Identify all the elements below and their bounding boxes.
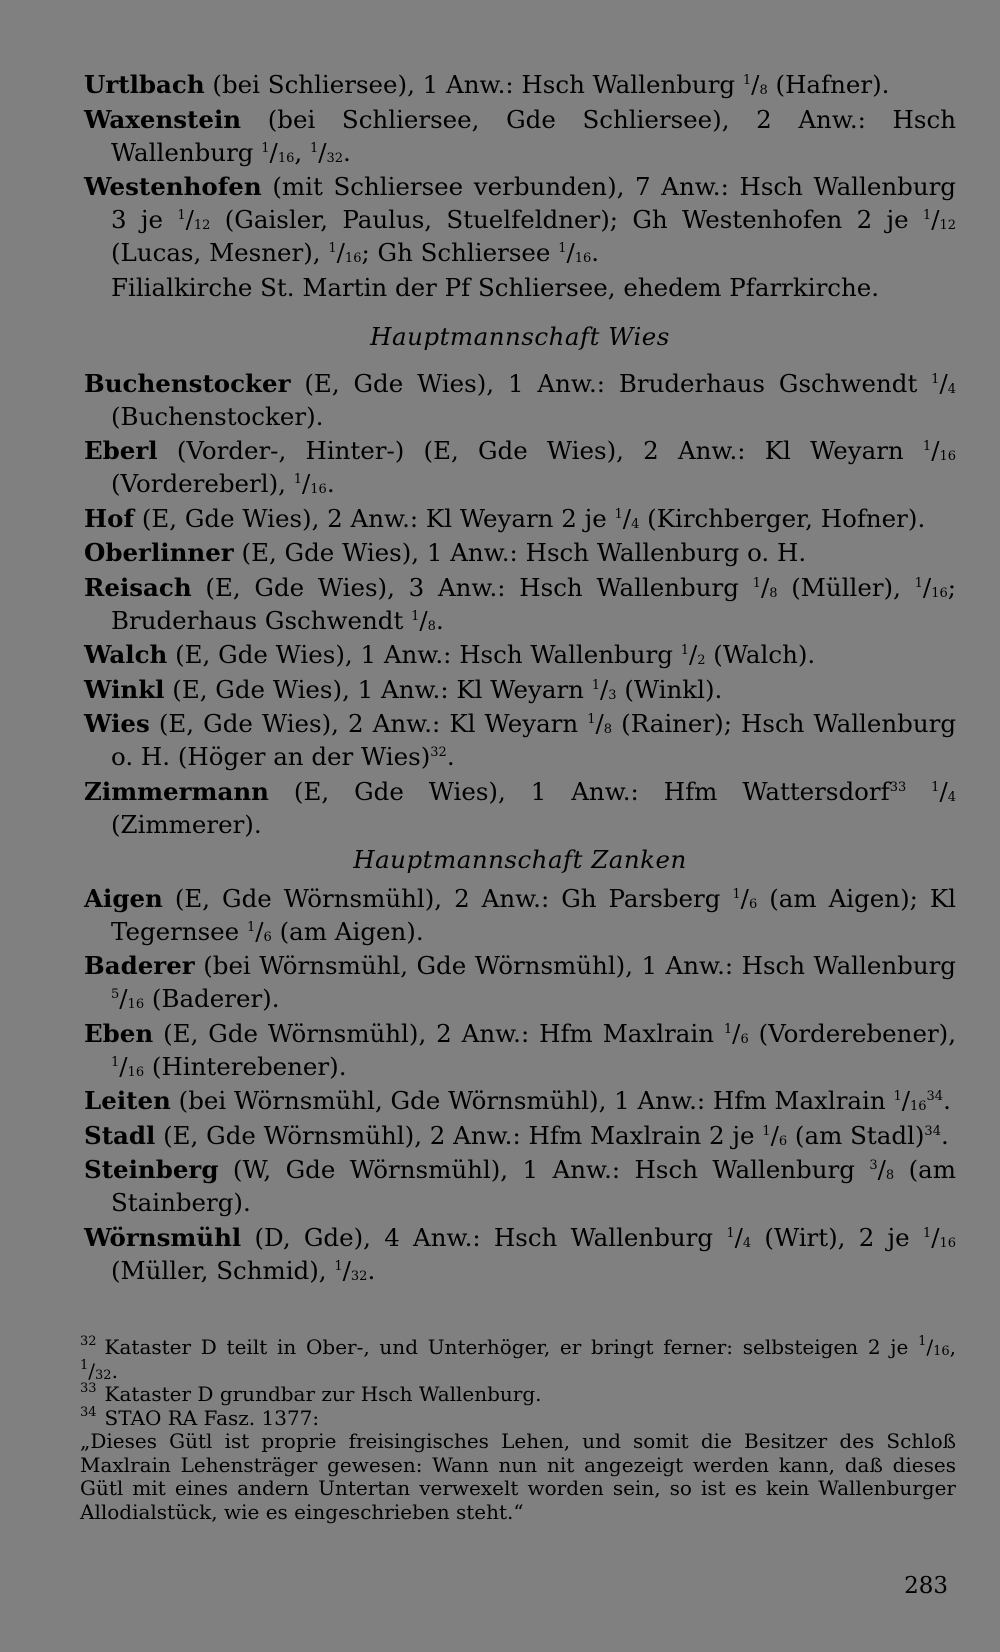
entry-name: Reisach (84, 572, 192, 602)
entries-wies (84, 367, 956, 841)
fraction: $^1/_{16}$ (922, 1222, 956, 1252)
entry-name: Wies (84, 709, 150, 738)
footnote-ref: 32 (430, 745, 447, 760)
gazetteer-entry: Zimmermann (E, Gde Wies), 1 Anw.: Hfm Wattersdorf$^{33}$ $^1/_4$ (Zimmerer). (84, 776, 956, 839)
footnote-ref: 33 (889, 779, 907, 795)
entry-name: Walch (84, 640, 168, 669)
footnote: $^{34}$ STAO RA Fasz. 1377: (80, 1404, 320, 1430)
gazetteer-entry: Stadl (E, Gde Wörnsmühl), 2 Anw.: Hfm Maxlrain 2 je $^1/_6$ (am Stadl)$^{34}$. (84, 1120, 949, 1150)
fraction: $^1/_4$ (931, 776, 956, 806)
footnotes (80, 1336, 956, 1524)
fraction: $^1/_{16}$ (261, 137, 295, 167)
footnote-number: 34 (80, 1404, 97, 1420)
entry-name: Leiten (84, 1086, 171, 1115)
heading-hauptmannschaft-wies: Hauptmannschaft Wies (370, 321, 670, 351)
footnote: $^{33}$ Kataster D grundbar zur Hsch Wallenburg. (80, 1381, 542, 1406)
gazetteer-entry: Reisach (E, Gde Wies), 3 Anw.: Hsch Wallenburg $^1/_8$ (Müller), $^1/_{16}$; Bruderhaus Gschwendt $^1/_8$. (84, 572, 956, 635)
fraction: $^1/_8$ (752, 572, 778, 602)
fraction: $^1/_{16}$ (914, 572, 948, 602)
fraction: $^1/_{12}$ (177, 205, 211, 234)
fraction: $^1/_8$ (742, 70, 768, 99)
gazetteer-entry: Aigen (E, Gde Wörnsmühl), 2 Anw.: Gh Parsberg $^1/_6$ (am Aigen); Kl Tegernsee $^1/_6$ (am Aigen). (84, 883, 957, 946)
fraction: $^1/_{16}$ (558, 238, 592, 267)
footnote: $^{32}$ Kataster D teilt in Ober-, und Unterhöger, er bringt ferner: selbsteigen 2 je $^1/_{16}$, $^1/_{32}$. (80, 1334, 956, 1383)
gazetteer-entry: Oberlinner (E, Gde Wies), 1 Anw.: Hsch Wallenburg o. H. (84, 538, 807, 567)
gazetteer-entry: Walch (E, Gde Wies), 1 Anw.: Hsch Wallenburg $^1/_2$ (Walch). (84, 640, 816, 669)
gazetteer-entry: Leiten (bei Wörnsmühl, Gde Wörnsmühl), 1 Anw.: Hfm Maxlrain $^1/_{16}^{34}$. (84, 1086, 951, 1115)
entry-name: Stadl (84, 1120, 156, 1150)
entry-name: Waxenstein (84, 104, 242, 134)
footnote-ref: 34 (924, 1123, 941, 1139)
entry-name: Steinberg (84, 1155, 219, 1184)
gazetteer-entry: Baderer (bei Wörnsmühl, Gde Wörnsmühl), 1 Anw.: Hsch Wallenburg $^5/_{16}$ (Baderer). (84, 951, 956, 1013)
fraction: $^1/_{32}$ (309, 137, 344, 167)
page-number: 283 (904, 1573, 948, 1599)
fraction: $^1/_{16}$ (293, 469, 327, 498)
fraction: $^5/_{16}$ (111, 984, 145, 1013)
footnote-number: 32 (80, 1334, 97, 1349)
entries-zanken (84, 882, 956, 1287)
fraction: $^1/_8$ (411, 605, 436, 635)
fraction: $^1/_{32}$ (80, 1357, 112, 1383)
note-filialkirche: Filialkirche St. Martin der Pf Schliersee, ehedem Pfarrkirche. (111, 272, 880, 302)
footnote-ref: 34 (926, 1089, 944, 1104)
entry-name: Aigen (84, 883, 163, 913)
fraction: $^1/_{32}$ (334, 1255, 368, 1285)
gazetteer-entry: Waxenstein (bei Schliersee, Gde Schliersee), 2 Anw.: Hsch Wallenburg $^1/_{16}$, $^1/_{32}$. (84, 104, 956, 167)
entry-name: Urtlbach (84, 70, 205, 99)
gazetteer-entry: Eben (E, Gde Wörnsmühl), 2 Anw.: Hfm Maxlrain $^1/_6$ (Vorderebener), $^1/_{16}$ (Hinterebener). (84, 1018, 957, 1081)
gazetteer-entry: Buchenstocker (E, Gde Wies), 1 Anw.: Bruderhaus Gschwendt $^1/_4$ (Buchenstocker). (84, 368, 956, 431)
gazetteer-entry: Urtlbach (bei Schliersee), 1 Anw.: Hsch Wallenburg $^1/_8$ (Hafner). (84, 70, 890, 99)
gazetteer-entry: Westenhofen (mit Schliersee verbunden), 7 Anw.: Hsch Wallenburg 3 je $^1/_{12}$ (Gaisler, Paulus, Stuelfeldner); Gh Westenhofen 2 je $^1/_{12}$ (Lucas, Mesner), $^1/_{16}$; Gh Schliersee $^1/_{16}$. (84, 172, 956, 267)
entry-name: Westenhofen (84, 172, 262, 201)
fraction: $^1/_6$ (762, 1120, 788, 1150)
fraction: $^1/_{16}$ (918, 1334, 950, 1359)
fraction: $^1/_{16}$ (111, 1051, 145, 1081)
gazetteer-entry: Hof (E, Gde Wies), 2 Anw.: Kl Weyarn 2 je $^1/_4$ (Kirchberger, Hofner). (84, 503, 926, 533)
entry-name: Eberl (84, 436, 158, 465)
entry-name: Baderer (84, 951, 195, 980)
entry-name: Eben (84, 1018, 154, 1048)
entry-name: Buchenstocker (84, 368, 291, 398)
fraction: $^1/_6$ (246, 916, 272, 946)
entry-name: Wörnsmühl (84, 1222, 242, 1252)
heading-hauptmannschaft-zanken: Hauptmannschaft Zanken (353, 844, 687, 874)
gazetteer-entry: Winkl (E, Gde Wies), 1 Anw.: Kl Weyarn $^1/_3$ (Winkl). (84, 674, 723, 704)
entry-name: Hof (84, 503, 135, 533)
gazetteer-entry: Wörnsmühl (D, Gde), 4 Anw.: Hsch Wallenburg $^1/_4$ (Wirt), 2 je $^1/_{16}$ (Müller, Schmid), $^1/_{32}$. (84, 1222, 956, 1285)
fraction: $^3/_8$ (869, 1155, 895, 1184)
entry-name: Zimmermann (84, 776, 269, 806)
entry-name: Oberlinner (84, 538, 234, 567)
gazetteer-entry: Wies (E, Gde Wies), 2 Anw.: Kl Weyarn $^1/_8$ (Rainer); Hsch Wallenburg o. H. (Höger an der Wies)$^{32}$. (84, 709, 956, 771)
footnote-number: 33 (80, 1381, 97, 1396)
fraction: $^1/_{16}$ (328, 238, 362, 267)
fraction: $^1/_3$ (591, 674, 617, 704)
fraction: $^1/_8$ (587, 709, 613, 738)
fraction: $^1/_4$ (931, 368, 956, 398)
entries-schliersee (84, 68, 956, 269)
footnote-list (80, 1336, 956, 1430)
fraction: $^1/_2$ (680, 640, 706, 669)
footnote-quote: „Dieses Gütl ist proprie freisingisches Lehen, und somit die Besitzer des Schloß Maxlrain Lehensträger gewesen: Wann nun nit angezeigt werden kann, daß dieses Gütl mit eines andern Untertan verwexelt worden sein, so ist es kein Wallenburger Allodialstück, wie es eingeschrieben steht.“ (80, 1429, 956, 1524)
fraction: $^1/_{16}$ (922, 436, 956, 465)
fraction: $^1/_4$ (726, 1222, 752, 1252)
gazetteer-entry: Eberl (Vorder-, Hinter-) (E, Gde Wies), 2 Anw.: Kl Weyarn $^1/_{16}$ (Vordereberl), $^1/_{16}$. (84, 436, 956, 498)
fraction: $^1/_6$ (732, 883, 758, 913)
fraction: $^1/_{16}$ (893, 1086, 927, 1115)
fraction: $^1/_4$ (614, 503, 640, 533)
main-text (84, 68, 956, 1288)
fraction: $^1/_6$ (723, 1018, 749, 1048)
gazetteer-entry: Steinberg (W, Gde Wörnsmühl), 1 Anw.: Hsch Wallenburg $^3/_8$ (am Stainberg). (84, 1155, 957, 1217)
entry-name: Winkl (84, 674, 165, 704)
fraction: $^1/_{12}$ (922, 205, 956, 234)
